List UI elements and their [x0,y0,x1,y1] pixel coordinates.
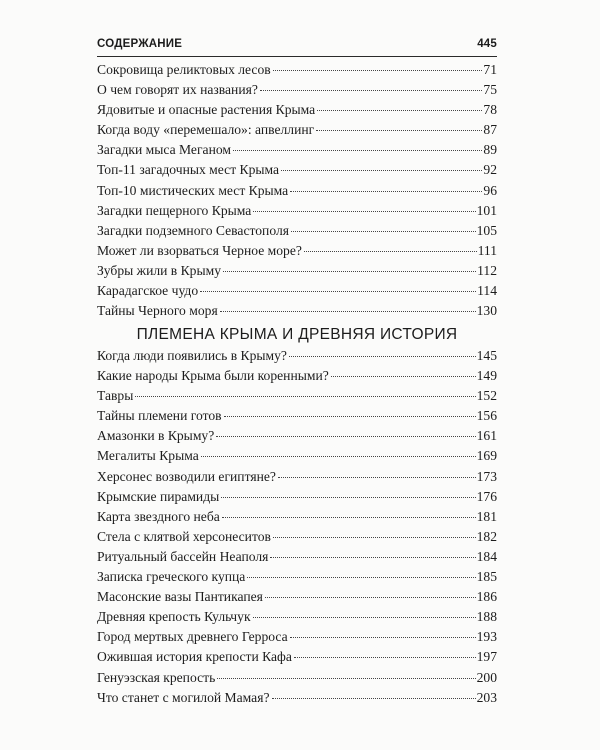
toc-entry-title: Когда воду «перемешало»: апвеллинг [97,122,315,138]
toc-entry[interactable] [97,567,497,587]
toc-dot-leader [247,577,475,578]
toc-entry-page-number: 197 [476,649,497,665]
toc-entry-page-number: 181 [476,508,497,524]
toc-entry-title: Загадки мыса Меганом [97,142,231,158]
toc-dot-leader [253,211,475,212]
toc-dot-leader [223,271,476,272]
toc-list-top [97,60,497,321]
section-heading: ПЛЕМЕНА КРЫМА И ДРЕВНЯЯ ИСТОРИЯ [136,326,458,343]
toc-entry-page-number: 161 [476,428,497,444]
toc-entry-page-number: 114 [477,283,497,299]
toc-entry-title: Топ-11 загадочных мест Крыма [97,162,280,178]
toc-entry[interactable] [97,547,497,567]
toc-entry-title: Тайны племени готов [97,408,222,424]
toc-entry[interactable] [97,426,497,446]
toc-entry-title: Какие народы Крыма были коренными? [97,368,329,384]
toc-entry-page-number: 185 [476,569,497,585]
toc-entry-page-number: 193 [476,629,497,645]
toc-entry[interactable] [97,366,497,386]
running-head-title: СОДЕРЖАНИЕ [97,38,183,50]
toc-entry[interactable] [97,181,497,201]
toc-entry-title: Ритуальный бассейн Неаполя [97,548,269,564]
toc-entry-page-number: 130 [476,303,497,319]
toc-entry-title: Карадагское чудо [97,283,199,299]
toc-entry-page-number: 182 [476,528,497,544]
toc-dot-leader [316,130,482,131]
toc-entry-page-number: 169 [476,448,497,464]
toc-entry-title: Когда люди появились в Крыму? [97,348,287,363]
toc-entry-title: Мегалиты Крыма [97,448,199,464]
toc-dot-leader [270,557,475,558]
toc-dot-leader [224,416,476,417]
toc-dot-leader [289,356,476,357]
toc-entry[interactable] [97,507,497,527]
toc-entry-page-number: 96 [483,182,497,198]
toc-entry[interactable] [97,527,497,547]
toc-entry[interactable] [97,201,497,221]
toc-entry-page-number: 176 [476,488,497,504]
toc-dot-leader [260,90,483,91]
toc-entry-page-number: 89 [483,142,497,158]
toc-entry[interactable] [97,647,497,667]
toc-entry-title: Стела с клятвой херсонеситов [97,528,271,544]
toc-entry[interactable] [97,261,497,281]
toc-entry-page-number: 173 [476,468,497,484]
toc-dot-leader [273,70,483,71]
toc-entry-page-number: 75 [483,82,497,98]
toc-entry-title: Амазонки в Крыму? [97,428,215,444]
toc-dot-leader [233,150,482,151]
toc-entry-page-number: 87 [483,122,497,138]
toc-entry-title: Может ли взорваться Черное море? [97,242,302,258]
toc-dot-leader [200,291,476,292]
toc-dot-leader [222,517,476,518]
toc-entry-page-number: 200 [476,669,497,685]
toc-entry[interactable] [97,241,497,261]
toc-entry[interactable] [97,160,497,180]
toc-entry[interactable] [97,627,497,647]
toc-entry-page-number: 71 [483,62,497,77]
toc-entry-page-number: 149 [476,368,497,384]
toc-entry[interactable] [97,446,497,466]
toc-entry-title: Тавры [97,388,134,404]
toc-entry[interactable] [97,60,497,80]
toc-entry[interactable] [97,467,497,487]
toc-dot-leader [265,597,476,598]
toc-entry-title: Зубры жили в Крыму [97,262,222,278]
toc-dot-leader [216,436,475,437]
toc-entry[interactable] [97,140,497,160]
toc-dot-leader [220,311,476,312]
header-rule [97,56,497,57]
toc-dot-leader [253,617,476,618]
toc-dot-leader [304,251,477,252]
toc-dot-leader [201,456,476,457]
toc-entry-title: Генуэзская крепость [97,669,216,685]
toc-entry[interactable] [97,587,497,607]
toc-entry-title: Масонские вазы Пантикапея [97,589,263,605]
toc-entry-page-number: 145 [476,348,497,363]
toc-dot-leader [273,537,476,538]
toc-entry-title: Крымские пирамиды [97,488,220,504]
toc-dot-leader [291,231,476,232]
toc-dot-leader [294,657,476,658]
toc-entry[interactable] [97,281,497,301]
toc-dot-leader [290,191,482,192]
toc-entry[interactable] [97,221,497,241]
toc-entry-title: Херсонес возводили египтяне? [97,468,276,484]
toc-entry[interactable] [97,386,497,406]
toc-entry-page-number: 101 [476,202,497,218]
toc-dot-leader [290,637,476,638]
toc-entry-page-number: 188 [476,609,497,625]
toc-dot-leader [317,110,482,111]
toc-dot-leader [272,698,476,699]
toc-entry[interactable] [97,607,497,627]
toc-entry[interactable] [97,406,497,426]
toc-entry-title: Что станет с могилой Мамая? [97,689,270,705]
toc-entry-page-number: 112 [477,262,497,278]
toc-entry-title: Ожившая история крепости Кафа [97,649,292,665]
running-head [97,38,497,54]
toc-dot-leader [278,477,476,478]
toc-entry-page-number: 111 [477,242,497,258]
toc-dot-leader [331,376,476,377]
toc-entry-page-number: 78 [483,102,497,118]
toc-entry-page-number: 152 [476,388,497,404]
toc-entry-title: Город мертвых древнего Герроса [97,629,288,645]
toc-entry[interactable] [97,80,497,100]
toc-entry[interactable] [97,100,497,120]
toc-entry-title: Топ-10 мистических мест Крыма [97,182,289,198]
toc-entry[interactable] [97,346,497,366]
toc-entry[interactable] [97,668,497,688]
toc-entry-page-number: 92 [483,162,497,178]
toc-entry-title: Загадки подземного Севастополя [97,222,289,238]
toc-dot-leader [221,497,475,498]
toc-entry-page-number: 156 [476,408,497,424]
toc-entry[interactable] [97,487,497,507]
toc-entry-title: Карта звездного неба [97,508,220,524]
toc-entry-page-number: 186 [476,589,497,605]
toc-entry-page-number: 105 [476,222,497,238]
toc-entry-page-number: 203 [476,689,497,705]
toc-dot-leader [135,396,475,397]
toc-dot-leader [217,678,475,679]
toc-dot-leader [281,170,482,171]
toc-entry-title: Записка греческого купца [97,569,246,585]
toc-entry-title: Загадки пещерного Крыма [97,202,252,218]
toc-entry[interactable] [97,301,497,321]
toc-entry[interactable] [97,120,497,140]
toc-entry[interactable] [97,688,497,708]
toc-entry-title: Древняя крепость Кульчук [97,609,251,625]
toc-entry-title: О чем говорят их названия? [97,82,258,98]
toc-entry-title: Тайны Черного моря [97,303,218,319]
toc-entry-page-number: 184 [476,548,497,564]
toc-entry-title: Сокровища реликтовых лесов [97,62,271,77]
running-head-page-number: 445 [477,38,497,50]
toc-entry-title: Ядовитые и опасные растения Крыма [97,102,316,118]
toc-list-bottom [97,346,497,708]
